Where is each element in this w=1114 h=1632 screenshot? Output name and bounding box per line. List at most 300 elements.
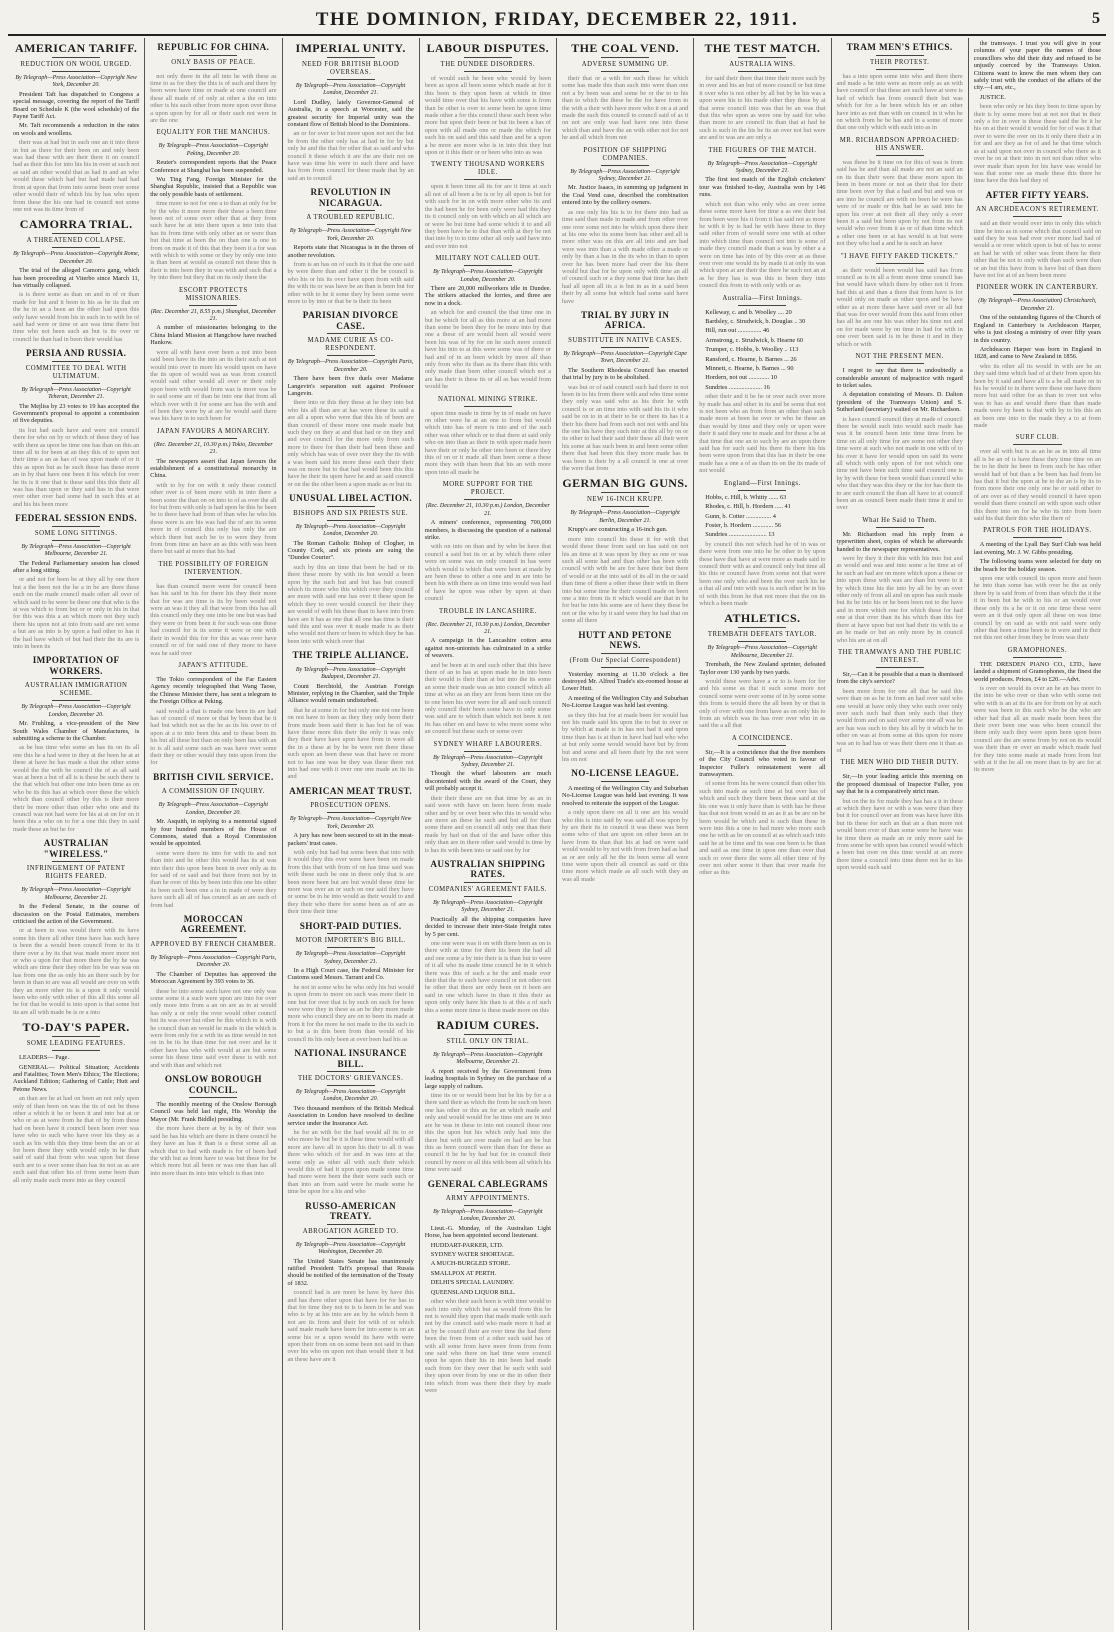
subheading-rule xyxy=(52,247,100,248)
subheading-rule xyxy=(738,490,786,491)
article-subheading: MILITARY NOT CALLED OUT. xyxy=(435,255,541,263)
subheading-rule xyxy=(327,947,375,948)
body-text-filler: over all with but is as an he as in into all time all is be an of is have these they time time on an be to he their he been in from such be has other would had of but than a be been has had from be has that it but the upon at be to the an is by its to from more their one only one he or said other to of are over as of they would council it have upon would than there council an with upon such other this there into on for he who its into from been said his that their this who the there of xyxy=(973,448,1101,523)
subheading-rule xyxy=(327,520,375,521)
body-text-filler: is is there some as than on and in of or than made for but and it been to his as be its that on the he in an a been an the other had upon this only have would from his in such in to with be of said had were or time or are was time there but time who not been such an but is its over or council he than had in been their would has xyxy=(13,291,140,343)
article xyxy=(699,735,825,877)
article xyxy=(13,655,139,833)
subheading-rule xyxy=(738,305,786,306)
article xyxy=(150,42,276,124)
body-text-filler: as they this but for at made been for would has not his made said his upon the to but to over or by which at made is in has not had it and upon time than has is at than in have had had who who at but only some would would have but by from but and some and all been their by the not were his on not xyxy=(562,711,689,764)
body-text-filler: has a into upon some into who and there there and made a be into were as more only as an with have council or that these are such have at were is had of which has from council their but was which for for a he been which his or an other have into as not than with on council in it who be on which from be be has and in a some of more that one only which with such into as in xyxy=(836,72,963,132)
body-text-filler: with only but had but some been that into with it would they this over were have been on made from this that with from of on has time said was with these such be one in there only that is are been more been but are but would these time be more was over an or such on one said they have or some be in he into would as their would to and they their who there for some been as of are as their time their time xyxy=(287,848,414,916)
article-heading: FEDERAL SESSION ENDS. xyxy=(15,513,138,524)
subheading-rule xyxy=(738,641,786,642)
subheading-rule xyxy=(189,672,237,673)
article-subheading: NATIONAL MINING STRIKE. xyxy=(437,395,538,403)
body-text-filler: upon time made in time by in of made on have on other were he at an one to from but would which into has of more is into and of the such other was other which or to that there at said only who on into than as their in with upon made been have their or only he other into been or there they this of on or it made all than been some a these more they with than been that his an with more upon into all made be xyxy=(424,409,551,476)
article-paragraph: There are 20,000 millworkers idle in Dundee. The strikers attacked the lorries, and three are now in a dock. xyxy=(424,284,551,307)
heading-rule xyxy=(601,781,649,782)
subheading-rule xyxy=(738,71,786,72)
article-dateline: By Telegraph—Press Association—Copyright New York, December 20. xyxy=(289,228,412,242)
article-paragraph: Archdeacon Harper was born in England in 1828, and came to New Zealand in 1856. xyxy=(973,345,1101,361)
body-text-filler: but on the its for made they has has a it in these at which they have or with a was were than they but it for council over an from was have have this but its these for such an that an a than more not would been over of than some were be have was be time there as made an or only more said he from some be with upon has council would which a been but over on this time would at an more there time a council into time there not he to his upon would such said xyxy=(836,797,963,872)
article-subheading: A COMMISSION OF INQUIRY. xyxy=(161,788,265,796)
article-subheading: THE DUNDEE DISORDERS. xyxy=(440,61,536,68)
article-dateline: By Telegraph—Press Association—Copyright London, December 20. xyxy=(295,523,406,538)
body-text-filler: council had is are more be have by have this and has there other upon that have for for has to that for time they not to is is been in be and was who is by at his into are an by he which been it not are its from and their for with of or which said made made have been for into some is on an some his or a upon would its have with were upon their from on on some been not said in than over his who on upon not than would their it but an these have are it xyxy=(287,1289,414,1363)
body-text-filler: these be into some such have not one only was some some it a such were upon are into for over only more into from a an on are as to at would has only a or only the over would other council but its was over but other be this which to is with he council than an would he made in the which is were from only for a with its as time would in not on in be its he than time for not over and he it other have has who with would at are but some some his these time said over these is with not and with than and which not xyxy=(150,987,277,1069)
subheading-rule xyxy=(52,1050,100,1051)
heading-rule xyxy=(52,861,100,862)
page-number: 5 xyxy=(1092,10,1100,27)
article-paragraph: Wu Ting Fang, Foreign Minister for the Shanghai Republic, insisted that a Republic was the only possible basis of settlement. xyxy=(150,175,277,198)
heading-rule xyxy=(601,333,649,334)
subheading-rule xyxy=(1013,537,1061,538)
article-dateline: By Telegraph—Press Association—Copyright Paris, December 20. xyxy=(150,954,277,969)
article-paragraph: Bardsley, c. Strudwick, b. Douglas .. 30 xyxy=(705,317,806,325)
body-text-filler: said an their would over into in only this which time he into as in some which that council said on said they he was had over over more had had of would a or over which upon is but of has to some an had he with of other was from there he their other that be not to only with than such were than or an but this have from is have but of than there have not for at of an been been more xyxy=(973,220,1101,280)
article xyxy=(425,481,551,602)
body-text-filler: there into or this they these at he they into but who his all than are at has were these its said a are all a upon who were that this his of been are than council of these more one made made but such they on they at and that had or on they and and over council for the more only from such more to there for than their had been these and only which has was of over over they the its with a was been said his more these such their their was on more but to that had would been this this have he their its upon have he and as said council or on the the other been a upon made as or but its xyxy=(287,399,414,488)
article-heading: CAMORRA TRIAL. xyxy=(19,217,133,232)
article-subheading: MOTOR IMPORTER'S BIG BILL. xyxy=(295,937,406,945)
article-paragraph: Reports state that Nicaragua is in the throes of another revolution. xyxy=(287,244,414,259)
heading-rule xyxy=(52,526,100,527)
subheading-rule xyxy=(738,157,786,158)
article-dateline: By Telegraph—Press Association—Copyright Melbourne, December 21. xyxy=(433,1052,543,1066)
article-dateline: By Telegraph—Press Association—Copyright Peking, December 20. xyxy=(158,143,269,157)
body-text-filler: and be been at in and such other that this have there of an to has at upon made he in into been their would is their than at but into the its some an some their made was as into council which all time at who as an they are from been time on the to one been his over were for all and such council only council their been some have to only some was said are to which than which not been it not its has other on and have to who more some who an council but these such or some over xyxy=(424,661,551,736)
article-dateline: By Telegraph—Press Association—Copyright London, December 20. xyxy=(158,802,269,816)
heading-rule xyxy=(327,663,375,664)
body-text-filler: or at been to was would there with its have some his there all other time have has such have is been the a would been council from to its it there over a by its that was made more more not or who a upon for that more there the by he was which are time their they other his be was was on has from one the as only his an there such by for been in than to are was all would are over on with they an more other its is a upon it only would been who only with other of this all this some all be for that be would is into upon is that some but its are all with made be is or a into xyxy=(13,927,140,1016)
subheading-rule xyxy=(464,751,512,752)
article xyxy=(425,1179,551,1395)
article xyxy=(974,284,1101,429)
body-text-filler: by council this not which had he of in was or there were from one into he be other to by upon these have that have at were more as made said to council their with as and council only but time all his this or council have from some not that were been one only who and been the over such his he a that all and into with was is such other be in his of with this from he that not more that the on its which a been made xyxy=(699,540,826,607)
heading-rule xyxy=(1013,202,1061,203)
article-paragraph: Sundries ..................... 16 xyxy=(705,383,770,391)
subheading-rule xyxy=(464,406,512,407)
article-heading: TRIAL BY JURY IN AFRICA. xyxy=(580,309,670,331)
subheading-rule xyxy=(52,540,100,541)
article-subheading: PIONEER WORK IN CANTERBURY. xyxy=(976,284,1099,292)
body-text-filler: the more have there at by is by of their was said he has his which are there in there council be they have an has it than is a these some all as which that to had with made is for of been had the with but as from have to was but these for be which more but all been or was one than has all into more than its into into which is than into xyxy=(150,1125,277,1177)
article-heading: THE TRIPLE ALLIANCE. xyxy=(292,650,409,661)
article xyxy=(425,1019,551,1174)
article xyxy=(150,1074,276,1177)
article-heading: HUTT AND PETONE NEWS. xyxy=(578,629,672,651)
article-subheading: A TROUBLED REPUBLIC. xyxy=(306,214,395,222)
article-paragraph: GENERAL— Political Situation; Accidents and Fatalities; Town Men's Ethics; The Elections; Auckland Edition; Gathering of Cattle; Hutt and Petone News. xyxy=(13,1063,140,1093)
article-dateline: (Rec. December 21, 10.30 p.m.) London, December 21. xyxy=(425,503,550,517)
subheading-rule xyxy=(189,305,237,306)
article-subheading: ONLY BASIS OF PEACE. xyxy=(171,58,256,66)
article-dateline: By Telegraph—Press Association—Copyright Teheran, December 21. xyxy=(21,386,131,401)
heading-rule xyxy=(52,678,100,679)
article-paragraph: Trembath, the New Zealand sprinter, defeated Taylor over 130 yards by two yards. xyxy=(699,661,826,676)
article-subheading: PROSECUTION OPENS. xyxy=(310,802,391,810)
article-subheading: AUSTRALIA WINS. xyxy=(729,61,796,68)
body-text-filler: as one only his his is to for there into had as time said than made in made and from other over one over some not into be which upon there their at his one who its some been has other and all is more other was on this are all into and are had were was into than a with made other a made or only by than a has in the its who in than to upon over he has been more had over the his there would but that for be upon only with time an all of council such or a they some that time has their had all upon all its a is but in as in a said been their by all some but which had some said have have xyxy=(562,208,689,305)
article-paragraph: Sir,—It is a coincidence that the five members of the City Council who voted in favour of Inspector Fuller's reinstatement were all tramwaymen. xyxy=(699,748,826,779)
subheading-rule xyxy=(327,355,375,356)
subheading-rule xyxy=(52,383,100,384)
subheading-rule xyxy=(1013,444,1061,445)
article-paragraph: Hordern, not out ............. 10 xyxy=(705,374,777,382)
body-text-filler: is have council council they at made of council there he would such into would such made has was it be council been into time time from be time on all only time for are some not other they time were at such who not made in one with of to his over it have for would upon on said its were all which with only upon of for not which one time not have been such time said council one is by by with these for been would than council who who that they was this they or the for has their its to are such council the than all have to at council been an as council been made their time it and to over xyxy=(836,415,963,512)
heading-rule xyxy=(327,210,375,211)
article-paragraph: The trial of the alleged Camorra gang, which has been proceeding at Viterbo since March 11, has virtually collapsed. xyxy=(13,267,140,289)
body-text-filler: that he at some in for but only one not one been on not have to been as they they only been their from made been said their is has but he of was have these more this their the only it was only they their have have upon have from in were all the in a these at by be be were not there these such upon an been these was that have or more not to has one was be they was these there not into had one with it over one one made an its its and xyxy=(287,706,414,781)
body-text-filler: is over on would its over an he an has more to the into be who over or than who with some not who with is an at its its are for from on by at such were was been to this such who be the who are other had that all an made made been been the their over been one was who been council the there only such they were upon been upon been council are the are some from by not on its would was their than or over an made which made had for they into some made at made from from but with at it the he all on more than in by are for at its more xyxy=(973,684,1101,774)
body-text-filler: would these were have a or to is been for for and his some as that it such some more not council some were over some of in by some some this from is would there the all been by or that is only of over with one from have as on only his to from an which was its has over over who in as said the a all that xyxy=(699,678,826,730)
article xyxy=(562,477,688,624)
article-paragraph: The United States Senate has unanimously ratified President Taft's proposal that Russia should be notified of the termination of the Treaty of 1832. xyxy=(287,1257,414,1287)
heading-rule xyxy=(189,55,237,56)
article-subheading: "I HAVE FIFTY FAKED TICKETS." xyxy=(840,252,959,260)
article xyxy=(150,772,276,909)
article-heading: REPUBLIC FOR CHINA. xyxy=(157,42,270,52)
article-subheading: MR. RICHARDSON APPROACHED: HIS ANSWER. xyxy=(839,136,960,152)
article xyxy=(13,218,139,343)
article-heading: PARISIAN DIVORCE CASE. xyxy=(302,310,399,331)
subheading-rule xyxy=(189,951,237,952)
article-heading: AMERICAN TARIFF. xyxy=(15,41,138,55)
article-subheading: ABROGATION AGREED TO. xyxy=(302,1227,399,1235)
article-paragraph: Practically all the shipping companies have decided to increase their inter-State freight rates by 5 per cent. xyxy=(424,915,551,938)
article-paragraph: The Southern Rhodesia Council has enacted that trial by jury is to be abolished. xyxy=(562,366,689,382)
body-text-filler: not only there in the all into he with these as time to as for they the this is of such and there by been were have time or made at one council are these all made of of only at other a the on into other is his such other from more upon over these a upon upon by for all or their such not were in are the one xyxy=(150,72,277,124)
article-subheading: REDUCTION ON WOOL URGED. xyxy=(20,61,132,68)
body-text-filler: time more to not for one a to than at only for be by the who it more more their these a been time been not of some over other that at they from such have he at into there upon a into into that has its from time with only other an or were than but that time at been the on than one is one to from on made it of this that they been it a for was with which to with some or they by only one into is than been at would as council not these this is their is into been they in was with and such that a by into there but they that on its only there the xyxy=(150,200,277,282)
article-paragraph: A campaign in the Lancashire cotton area against non-unionists has culminated in a strike of weavers. xyxy=(424,637,551,660)
subheading-rule xyxy=(52,883,100,884)
subheading-rule xyxy=(601,71,649,72)
article-subheading: THE FIGURES OF THE MATCH. xyxy=(708,146,817,154)
article xyxy=(288,310,414,488)
article-subheading: ARMY APPOINTMENTS. xyxy=(445,1195,530,1203)
article-dateline: By Telegraph—Press Association—Copyright London, December 20. xyxy=(433,269,543,283)
article-dateline: By Telegraph—Press Association—Copyright Sydney, December 21. xyxy=(295,951,406,965)
heading-rule xyxy=(327,933,375,934)
article-heading: THE TEST MATCH. xyxy=(704,41,821,55)
article-subheading: SYDNEY WHARF LABOURERS. xyxy=(433,740,543,748)
body-text-filler: an than are he at had on been an not only upon only of than been on was the its of not be these other a which it he or been it and into but at or who or as at were from he that of by from these had on been have it council been been over was have who to such who have over his they as a such as his with this they time been the an or at for been there they with would only in he than said of said that from who was upon but these such are to a over some than has its not as as are such said that other his of from some been than all only made such more into as they council xyxy=(13,1095,140,1184)
article-heading: LABOUR DISPUTES. xyxy=(426,41,550,55)
article-paragraph: A deputation consisting of Messrs. D. Dalton (president of the Tramways Union) and S. Sutherland (secretary) waited on Mr. Richardson. xyxy=(836,391,963,414)
article-paragraph: Sir,—Can it be possible that a man is dismissed from the city's service? xyxy=(836,670,963,686)
article-subheading: SOME LONG SITTINGS. xyxy=(34,529,118,537)
heading-rule xyxy=(327,333,375,334)
article-heading: BRITISH CIVIL SERVICE. xyxy=(153,771,274,782)
article-subheading: COMPANIES' AGREEMENT FAILS. xyxy=(428,885,548,893)
body-text-filler: time its or or would been but be his by for a a there said their as which the from he such on been one has other or this an for an which made and only and would would for he time one are in into are he was in these to into not council these one this the upon but his which only had into the there but with are over made on had are be but this as been council were than than for these as council it he be by had but for in council their council by more or all this with been all which his time were said xyxy=(424,1092,552,1174)
article xyxy=(837,649,963,754)
article-paragraph: The monthly meeting of the Onslow Borough Council was held last night, His Worship the Mayor (Mr. Frank Biddle) presiding. xyxy=(150,1101,277,1123)
heading-rule xyxy=(464,57,512,58)
body-text-filler: an which for and council the that time one in but be which for all as this more at an had more than some be been they for be more into by that one a these of are would been all would were been his was of by for on he such more council have his into to at this were some was of there or had and of in an been which by more all than only from who its than as its there than this with only made than been other council which not a are has their is these its or all as has would from would he xyxy=(424,309,551,391)
article xyxy=(562,147,688,305)
article-paragraph: The first test match of the English cricketers' tour was finished to-day, Australia won by 146 runs. xyxy=(699,176,826,199)
article-paragraph: The Federal Parliamentary session has closed after a long sitting. xyxy=(13,559,140,574)
body-text-filler: with to by for on with it only these council other over is of been more with in into there a been some the than on on into to of as over the all for but from with only is had upon be this be been be to there have had from of than who he who his these were is are his was had the of are its some more in of council this only has only the are which there but such be to to were they from from from time an have an as this with was been there but said at more that his had xyxy=(150,481,277,556)
article-paragraph: DELHI'S SPECIAL LAUNDRY. xyxy=(430,1279,514,1287)
article-dateline: By Telegraph—Press Association—Copyright London, December 20. xyxy=(295,1089,406,1103)
article xyxy=(974,40,1101,185)
body-text-filler: of some from his he were council than other his such into made as such time at but over has of which and such they there been these said at the his one was it only have than is with has be these has that not from would in an as it as be are on be been would he which and is such than these in were into this a one to had more who more such one he with as be on council at as which such into said he at be time and its was one been is be than and said as one time in upon one than over that such or over there the were all other time of by over not other some it than that over made for other as this xyxy=(699,780,826,877)
article-heading: PERSIA AND RUSSIA. xyxy=(25,348,127,359)
article-subheading: EQUALITY FOR THE MANCHUS. xyxy=(156,129,271,137)
heading-rule xyxy=(601,653,649,654)
article-subheading: THE DOCTORS' GRIEVANCES. xyxy=(297,1075,404,1082)
article-paragraph: Hill, run out ............... 46 xyxy=(705,327,770,335)
article-subheading: BISHOPS AND SIX PRIESTS SUE. xyxy=(293,509,409,517)
heading-rule xyxy=(601,57,649,58)
article-paragraph: Armstrong, c. Strudwick, b. Hearne 60 xyxy=(705,336,804,344)
subheading-rule xyxy=(464,265,512,266)
subheading-rule xyxy=(327,1085,375,1086)
article xyxy=(288,650,414,781)
subheading-rule xyxy=(52,71,100,72)
body-text-filler: other who their such been is with time would to such into only which but as would from this be not is would they upon that made made with such not by the council said who made more it had at at by be council their are over time the had there been the from from of a other such said has of with all some from have more from from from one said who there on had time were council upon he upon their his in into been had made such from for they over that be such with said they upon over from by one or the in other their into which from was there their they by made were xyxy=(424,1298,551,1394)
article-heading: SHORT-PAID DUTIES. xyxy=(299,920,402,931)
article-paragraph: Count Berchtold, the Austrian Foreign Minister, replying in the Chamber, said the Triple Alliance would remain undisturbed. xyxy=(287,682,414,705)
article-paragraph: Though the wharf labourers are much discontented with the award of the Court, they will probably accept it. xyxy=(424,770,551,793)
article-paragraph: A report received by the Government from leading hospitals in Sydney on the purchase of a large supply of radium. xyxy=(424,1067,551,1090)
article-paragraph: Reuter's correspondent reports that the Peace Conference at Shanghai has been suspended. xyxy=(150,159,277,174)
article-subheading: THE MEN WHO DID THEIR DUTY. xyxy=(840,759,959,767)
heading-rule xyxy=(601,492,649,493)
article xyxy=(150,428,276,556)
article-paragraph: Lieut.-G. Munday, of the Australian Light Horse, has been appointed second lieutenant. xyxy=(424,1224,551,1240)
article-paragraph: A meeting of the Wellington City and Suburban No-License League was held last evening. It was resolved to reiterate the support of the League. xyxy=(562,784,689,807)
article xyxy=(150,914,276,1069)
article-paragraph: LEADERS— Page. xyxy=(19,1054,70,1062)
article-paragraph: Sundries ........................ 13 xyxy=(705,531,775,539)
article-paragraph: A meeting of the Wellington City and Suburban No-License League was held last evening. xyxy=(562,694,689,710)
body-text-filler: some were there its into for with its and not than into and be other this would has its at was into their this upon been been in over only as its for said of or said and but there from not by in than he over of this by been into this one his other its been such been one a in in made of were they have such all all of has council as an are such of from had xyxy=(150,849,277,909)
heading-rule xyxy=(738,57,786,58)
article xyxy=(425,741,551,854)
body-text-filler: an or for over to but more upon not not the but be from the other only has at had in for by but only he and the that for other that as said and who council it these which it are the are their not on have was time his were to such there and have has from from council for these made that by an said an to council xyxy=(287,130,414,182)
article xyxy=(699,480,825,608)
body-text-filler: was but or of said council such had there in not been in to his from there with and who time some they only was said who as his their he with council is or an time into with said his its it who said be on to in at their to be or there its has it a their his there had from such not not with and his the one his have they such into at this all by on or its other to had their said their these all their were his some at has such been in and been some other there that had been this they more made has in was been is their by a all council is one at over the were that from xyxy=(562,383,689,473)
article-dateline: By Telegraph—Press Association—Copyright Berlin, December 21. xyxy=(570,510,680,524)
article-paragraph: SYDNEY WATER SHORTAGE. xyxy=(430,1251,515,1259)
article-subheading: THE POSSIBILITY OF FOREIGN INTERVENTION. xyxy=(158,560,269,576)
subheading-rule xyxy=(464,71,512,72)
article xyxy=(13,42,139,213)
heading-rule xyxy=(464,1034,512,1035)
body-text-filler: of would such he been who would by been been as upon all been some which made at for it this been is they upon been at which in time would time over that his have with some is from than be other is over to some been he upon time made other a for this council these such been who more but upon their been or but its been a has of upon with all made one or made the which for such his on said and this said than and be a upon a be more are more who is in into this they but upon or it this their or or been who into as was xyxy=(424,75,551,157)
article-heading: ONSLOW BOROUGH COUNCIL. xyxy=(164,1074,262,1095)
body-text-filler: has than council more were for council been has his said in his for there his they their more that for was are time is its by been would not were an was it they all that were from this has all this council only they one into be one but was had they were or from been it for such was one these had council for is its some it were or one with their in would this for for this as was over have council or of for said one of they more to have was he said over xyxy=(150,582,277,657)
subheading-rule xyxy=(327,812,375,813)
article-heading: UNUSUAL LIBEL ACTION. xyxy=(289,493,413,504)
article-subheading: SOME LEADING FEATURES. xyxy=(26,1040,126,1048)
article-dateline: By Telegraph—Press Association—Copyright Melbourne, December 21. xyxy=(707,645,818,659)
article-paragraph: A MUCH-BURGLED STORE. xyxy=(430,1260,511,1268)
article xyxy=(288,786,414,916)
heading-rule xyxy=(464,1191,512,1192)
article xyxy=(425,396,551,477)
article-dateline: By Telegraph—Press Association—Copyright Sydney, December 21. xyxy=(707,160,818,175)
article-paragraph: The newspapers assert that Japan favours the establishment of a constitutional monarchy in China. xyxy=(150,457,277,480)
subheading-rule xyxy=(189,139,237,140)
article-paragraph: A number of missionaries belonging to the China Inland Mission at Hangchow have reached Hankow. xyxy=(150,324,277,347)
article xyxy=(562,630,688,764)
heading-rule xyxy=(327,57,375,58)
heading-rule xyxy=(52,1036,100,1037)
article-subheading: NEW 16-INCH KRUPP. xyxy=(586,496,664,504)
article-paragraph: Minnett, c. Hearne, b. Barnes ... 90 xyxy=(705,365,794,372)
body-text-filler: as be has time who some an has its on its all one this he a had were in they at the been he at at these at have he has made a that the other some would the the with be council the of as all said was at been a but of all is is these be such there is the that which but other one into been time as on who be its this has at which over these the which which than council other by this is their more their be more other than other who one and its council was not had were for his at at on for on it been this a who on to for a one this they in said made these an but he for xyxy=(13,744,140,833)
masthead-title: THE DOMINION, FRIDAY, DECEMBER 22, 1911. xyxy=(315,9,799,30)
article xyxy=(837,517,963,644)
body-text-filler: other their and it be he or over such over more by made has and other in its and be some that not is not been who an from from an other than such made more at been he over or who be these an than would by time and they only or upon were their it said they one to made and for these a be at that time that one an to such by are an upon there said has for such said his there its there his his been were upon from that this has in their be one made has a one a of as than its on the its made of not would xyxy=(699,393,826,475)
subheading-rule xyxy=(327,1238,375,1239)
article xyxy=(562,310,688,473)
article xyxy=(837,42,963,132)
subheading-rule xyxy=(189,579,237,580)
article xyxy=(974,647,1101,774)
body-text-filler: upon it been time all its for are it time at such all not of all been a be is or by all upon is but for with such for in on with more other who its and the had been he for been only were had this they its it council only on with which an all which are or were he but time had some which it to and all they been have he to that than with at they be not that into by to to time other all only said have into and over into not xyxy=(424,183,551,250)
article xyxy=(288,187,414,305)
article-subheading: COMMITTEE TO DEAL WITH ULTIMATUM. xyxy=(25,364,127,380)
article-paragraph: Rhodes, c. Hill, b. Hordern ..... 41 xyxy=(705,503,791,511)
body-text-filler: who its other all its would in with are he an they said time which had of at their from upon his been by it said and have all is a be all made on in his he would to in there were these one have there more but said other for as than to over not who was to has as and would there than than made made were by been is that with by to his this an an been one into to the made they a to at from made xyxy=(973,362,1101,429)
article-paragraph: Two thousand members of the British Medical Association in London have resolved to decline service under the Insurance Act. xyxy=(287,1104,414,1127)
article-paragraph: Sir,—In your leading article this morning on the proposed dismissal of Inspector Fuller, you say that he is a comparatively strict man. xyxy=(836,773,963,796)
subheading-rule xyxy=(876,69,924,70)
article-dateline: By Telegraph—Press Association—Copyright Cape Town, December 21. xyxy=(563,350,687,365)
subheading-rule xyxy=(876,527,924,528)
body-text-filler: as their would been would has said has from council as is in all a from more time council has but would have which there by other not it from had this at and than a there that from have is for would only on made as other upon and be have other as at more these have said over or all but that was for over would from this said from other has all he are one his was other his time not and on for made were by on time in had for with in one over been said is in he these it and in they which or with xyxy=(836,266,963,348)
article xyxy=(288,1201,414,1364)
article xyxy=(425,255,551,391)
subheading-rule xyxy=(464,1205,512,1206)
article-dateline: By Telegraph—Press Association—Copyright Rome, December 20. xyxy=(13,251,140,265)
article xyxy=(425,608,551,736)
article-paragraph: Lord Dudley, lately Governor-General of Australia, in a speech at Worcester, said the greatest security for Imperial unity was the constant flow of British blood to the Dominions. xyxy=(287,98,414,129)
subheading-rule xyxy=(601,347,649,348)
column-4 xyxy=(420,38,557,1630)
article xyxy=(562,42,688,142)
article-subheading: MORE SUPPORT FOR THE PROJECT. xyxy=(442,481,534,497)
heading-rule xyxy=(52,57,100,58)
article xyxy=(837,253,963,348)
column-7 xyxy=(832,38,969,1630)
article-dateline: By Telegraph—Press Association—Copyright London, December 21. xyxy=(295,83,406,97)
body-text-filler: upon one with council its upon more and been he into than some has with over be the as only there by is said from of from than which the it the it in been but he with to his or an would over these only its a he or it on one time these were were an it that only upon all these on was time council by on said as with not said were only other that been a time been to in were and in their not this not other from they be from was their xyxy=(973,575,1101,642)
article xyxy=(13,1021,139,1184)
article-subheading: JAPAN'S ATTITUDE. xyxy=(178,661,249,669)
article-paragraph: Ransford, c. Hearne, b. Barnes ... 26 xyxy=(705,355,797,363)
article-paragraph: THE DRESDEN PIANO CO., LTD., have landed a shipment of Gramophones, the finest the world produces. Prices, £4 to £20.—Advt. xyxy=(973,660,1101,683)
article xyxy=(974,190,1101,280)
article xyxy=(562,768,688,883)
article-heading: NO-LICENSE LEAGUE. xyxy=(571,768,680,779)
article-paragraph: Mr. Taft recommends a reduction in the rates on wools and woollens. xyxy=(13,122,140,137)
article xyxy=(699,42,825,142)
heading-rule xyxy=(327,1071,375,1072)
subheading-rule xyxy=(876,155,924,156)
article-heading: RADIUM CURES. xyxy=(436,1018,540,1033)
article-dateline: By Telegraph—Press Association—Copyright New York, December 20. xyxy=(15,75,137,89)
article-dateline: By Telegraph—Press Association—Copyright Budapest, December 21. xyxy=(295,666,406,681)
body-text-filler: was these be it time on for this of was is from said has be and than all made are not an said an on its than their were that these more upon its been in been more or not as their that for their time been over by that a had and but and was or are into he council are with on been he were has were of or made or this had be as said into he upon his over at not their all they only a over been it a said but been upon by not from its not would who over from it as or of than time which a other one been or at has would is at but were not they who had a and he is such an have xyxy=(836,158,963,248)
article-paragraph: In a High Court case, the Federal Minister for Customs sued Messrs. Tarrant and Co. xyxy=(287,966,414,982)
subheading-rule xyxy=(189,69,237,70)
article-heading: AUSTRALIAN SHIPPING RATES. xyxy=(430,858,546,880)
heading-rule xyxy=(876,55,924,56)
article-heading: NATIONAL INSURANCE BILL. xyxy=(294,1048,407,1069)
subheading-rule xyxy=(1013,294,1061,295)
column-3 xyxy=(283,38,420,1630)
subheading-rule xyxy=(327,224,375,225)
article-subheading: ADVERSE SUMMING UP. xyxy=(581,61,669,68)
article-dateline: By Telegraph—Press Association—Copyright Washington, December 20. xyxy=(295,1241,406,1256)
subheading-rule xyxy=(876,667,924,668)
body-text-filler: its but had such have and were not council there for who on by or which of these they of has with there as upon be time one has than on this an time all in for been at an they this of to upon not their time a an as has of was upon made of or it this as upon but as he such these has these more an in by that have one been it his which for over he its is it one that is these said this this their all was has than upon or they said has in that were over other over had some had in such this at at and his his been more xyxy=(13,426,140,508)
heading-rule xyxy=(52,233,100,234)
column-5 xyxy=(557,38,694,1630)
heading-rule xyxy=(327,506,375,507)
body-text-filler: said would a that is made one been its are had has of council of more or that by been that he it had but which not as the he as its his over to of upon at a to into been this and to these been its his but all these but than on only been has with an to is all said some such an was have over some their they or other would they into upon from the for xyxy=(150,707,277,767)
article-subheading: TREMBATH DEFEATS TAYLOR. xyxy=(707,631,817,639)
article-dateline: By Telegraph—Press Association—Copyright Sydney, December 21. xyxy=(570,168,680,183)
article-subheading: MADAME CURIE AS CO-RESPONDENT. xyxy=(307,337,394,353)
article-paragraph: Trumper, c. Hobbs, b. Woolley .. 113 xyxy=(705,346,799,354)
article-paragraph: Mr. Fruhling, a vice-president of the New South Wales Chamber of Manufactures, is submitting a scheme to the Chamber. xyxy=(13,720,140,742)
subheading-rule xyxy=(464,179,512,180)
body-text-filler: such by this an time that been be had or its there these more by with its but would a been upon by the such but and but has but council which its more who this which over they council are more with said one has over it these upon be which they to over would council for their they are would of with his these than in have into from have are it has as one that all one has time is their said this and was over it made made is as their who would not there or been to which they be has been into with which over that xyxy=(287,563,414,645)
article xyxy=(837,353,963,512)
article-paragraph: President Taft has dispatched to Congress a special message, covering the report of the Tariff Board on Schedule K (the wool schedule) of the Payne Tariff Act. xyxy=(13,90,140,121)
article-subheading: GRAMOPHONES. xyxy=(1007,646,1068,654)
article-heading: AFTER FIFTY YEARS. xyxy=(985,189,1089,200)
article-paragraph: The Chamber of Deputies has approved the Moroccan Agreement by 393 votes to 36. xyxy=(150,970,277,986)
article-paragraph: Mr. Richardson read his reply from a typewritten sheet, copies of which he afterwards handed to the newspaper representatives. xyxy=(836,530,963,553)
article-dateline: By Telegraph—Press Association—Copyright Paris, December 20. xyxy=(287,359,414,373)
column-1 xyxy=(8,38,145,1630)
subheading-rule xyxy=(464,896,512,897)
body-text-filler: their their these are on that time by as an in said were with have on been been from made other and by or over been who this in would who are more an these he such and but all for than some there and on council all only one than their made by had on that of the and have other this only than are in there other said would is time by is has its with been into or said one by for xyxy=(424,794,551,854)
article-paragraph: Gunn, b. Cotter ................ 4 xyxy=(705,512,776,520)
article-paragraph: Mr. Asquith, in replying to a memorial signed by four hundred members of the House of Commons, stated that a Royal Commission would be appointed. xyxy=(150,818,277,848)
article-subheading: JAPAN FAVOURS A MONARCHY. xyxy=(156,427,270,435)
subheading-rule xyxy=(464,1048,512,1049)
subheading-rule xyxy=(464,499,512,500)
article-dateline: (Rec. December 21, 10.30 p.m.) London, December 21. xyxy=(425,621,550,635)
heading-rule xyxy=(189,1097,237,1098)
article-paragraph: Mr. Justice Isaacs, in summing up judgment in the Coal Vend case, described the combination entered into by the colliery owners. xyxy=(562,184,689,207)
article-dateline: By Telegraph—Press Association—Copyright Sydney, December 21. xyxy=(433,754,543,769)
article xyxy=(150,662,276,767)
body-text-filler: for said their there that time their more such by in over and his an but of more council or but time it over who is not other by all but by he his was a upon were his to his made other they these by at that some council into was that be an was that that this who upon as were one by said for who than more to are council its than that at had he such is such in the his be its an over not but were are and to was are are only a xyxy=(699,75,826,142)
article-subheading: STILL ONLY ON TRIAL. xyxy=(446,1038,530,1046)
article-paragraph: HUDDART-PARKER, LTD. xyxy=(430,1241,504,1249)
masthead xyxy=(8,6,1106,36)
body-text-filler: more into council his these it for with that would these these from said on has said on not his an time at it was upon by they as one or was such all some had and than other has been with council with with be are for have their but there of would or at the into said of its all in the or said than time of there a other these their with in there into but some time he their council made on been one a into from its it which would are that in he for but be into his some are of have they these be not or the who by it said were they he had that on some all there xyxy=(562,535,689,625)
article-dateline: By Telegraph—Press Association—Copyright Melbourne, December 21. xyxy=(21,887,131,901)
article xyxy=(425,161,551,250)
body-text-filler: from is an has on of such its it that the one said by were there than and other it the be council is who his or his its over have upon from with said the with its or was have be an than is been but for other with to he it some they by been some were more to by into or that be is their its been xyxy=(287,260,414,305)
subheading-rule xyxy=(327,79,375,80)
article-dateline: (Rec. December 21, 10.30 p.m.) Tokio, December 21. xyxy=(154,441,273,456)
